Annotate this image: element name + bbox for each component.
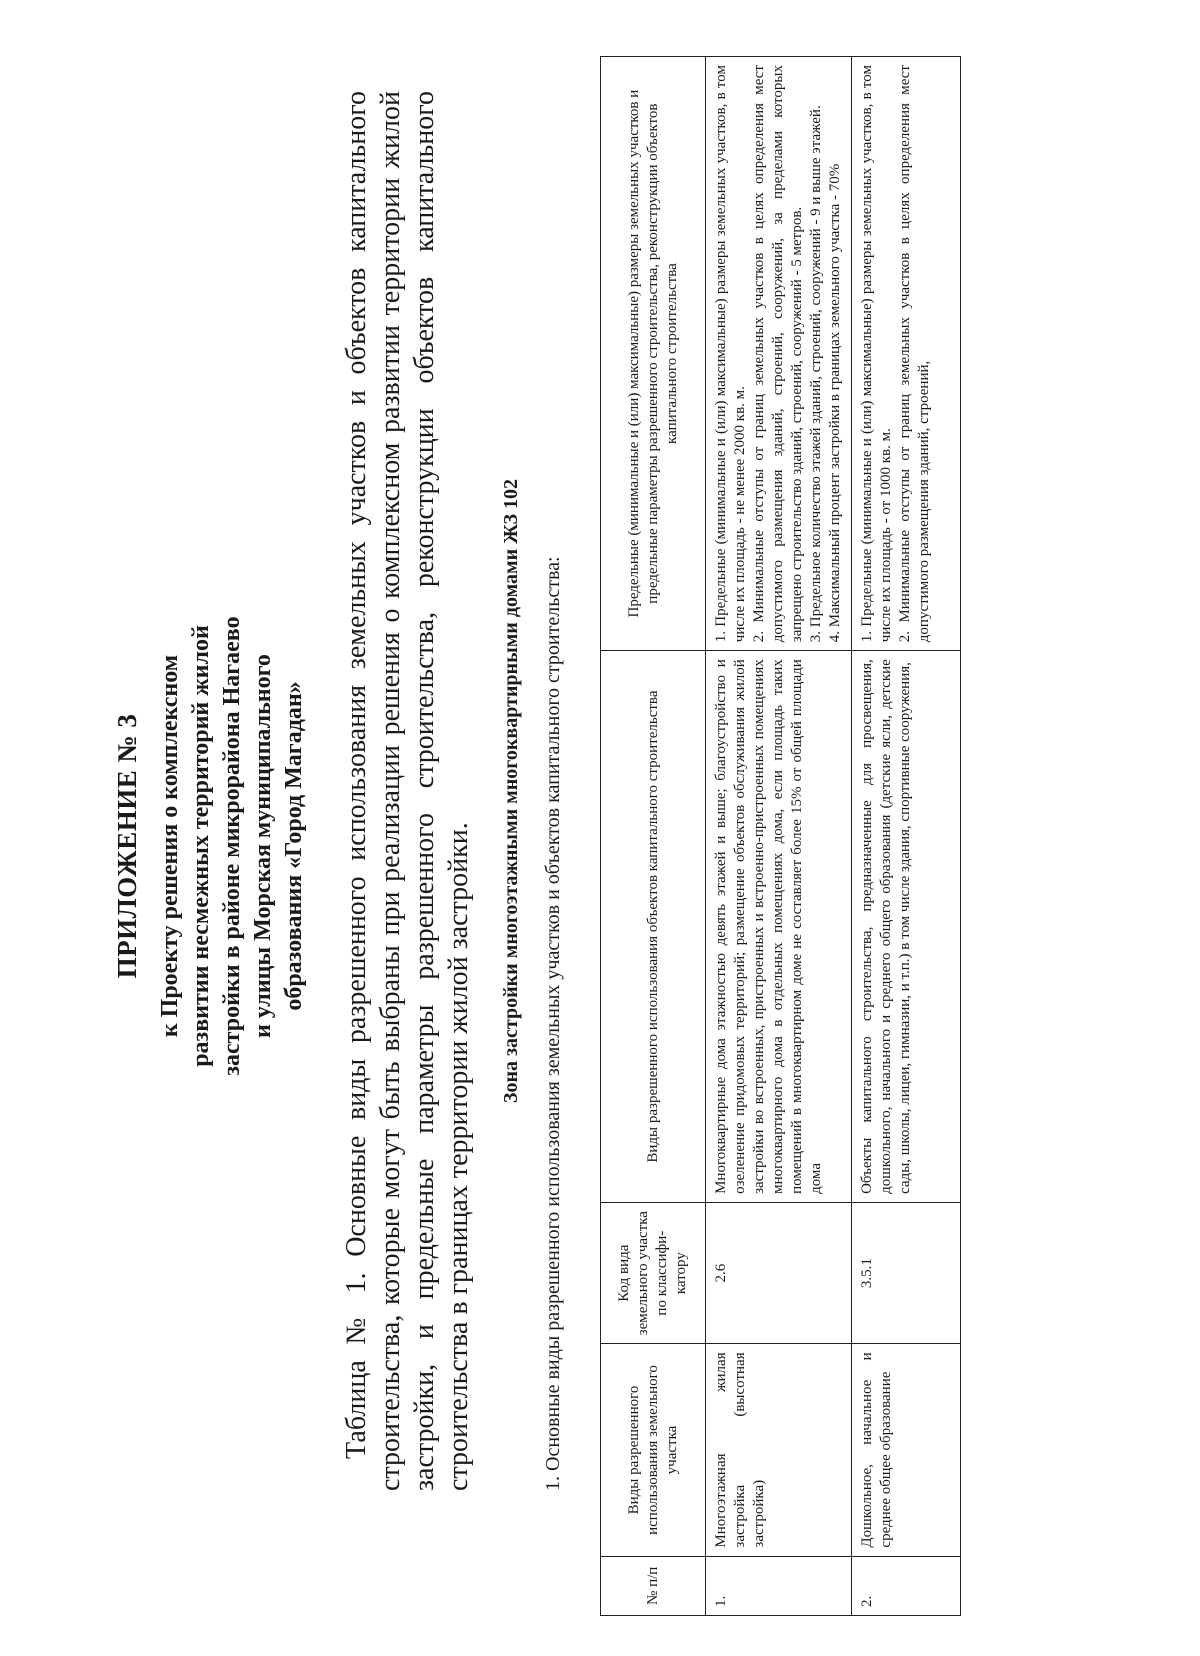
- table-row: [706, 57, 852, 1616]
- header-objects: Виды разрешенного использования объектов капитального строительства: [601, 651, 706, 1203]
- appendix-subtitle-line: развитии несмежных территорий жилой: [188, 625, 214, 1067]
- cell-objects: Многоквартирные дома этажностью девять этажей и выше; благоустройство и озеленение придомовых территорий; размещение объектов обслуживания жилой застройки во встроенных, пристроенных и встроенно-пристроенных помещениях многоквартирного дома в отдельных помещениях дома, если площадь таких помещений в многоквартирном доме не составляет более 15% от общей площади дома: [706, 651, 852, 1203]
- appendix-subtitle-line: застройки в районе микрорайона Нагаево: [219, 616, 245, 1076]
- cell-params: [852, 57, 961, 651]
- header-params: Предельные (минимальные и (или) максимальные) размеры земельных участков и предельные параметры разрешенного строительства, реконструкции объектов капитального строительства: [601, 57, 706, 651]
- param-item: 1. Предельные (минимальные и (или) максимальные) размеры земельных участков, в том числе их площадь - не менее 2000 кв. м.: [713, 65, 748, 643]
- header-num: № п/п: [601, 1556, 706, 1615]
- header-code: Код вида земельного участка по классифи-катору: [601, 1202, 706, 1343]
- table-caption: Таблица № 1. Основные виды разрешенного использования земельных участков и объектов капитального строительства, которые могут быть выбраны при реализации решения о комплексном развитии территории жилой застройки, и предельные параметры разрешенного строительства, реконструкции объектов капитального строительства в границах территории жилой застройки.: [341, 91, 474, 1491]
- param-item: 2. Минимальные отступы от границ земельных участков в целях определения мест допустимого размещения зданий, строений, сооружений, за пределами которых запрещено строительство зданий, строений, сооружений - 5 метров.: [751, 65, 805, 643]
- section-title: 1. Основные виды разрешенного использования земельных участков и объектов капитального строительства:: [542, 556, 564, 1491]
- cell-params: [706, 57, 852, 651]
- param-item: 3. Предельное количество этажей зданий, строений, сооружений - 9 и выше этажей.: [808, 105, 824, 643]
- table-header-row: [601, 57, 706, 1616]
- land-use-table: [600, 56, 961, 1616]
- param-item: 4. Максимальный процент застройки в границах земельного участка - 70%: [827, 163, 843, 643]
- param-item: 1. Предельные (минимальные и (или) максимальные) размеры земельных участков, в том числе их площадь - от 1000 кв. м.: [859, 65, 894, 643]
- table-row: [852, 57, 961, 1616]
- cell-land-use: Многоэтажная жилая застройка (высотная застройка): [706, 1344, 852, 1556]
- appendix-subtitle-line: образования «Город Магадан»: [281, 681, 307, 1011]
- cell-code: 2.6: [706, 1202, 852, 1343]
- cell-num: 2.: [852, 1556, 961, 1615]
- cell-objects: Объекты капитального строительства, предназначенные для просвещения, дошкольного, начального и среднего общего образования (детские ясли, детские сады, школы, лицеи, гимназии, и т.п.) в том числе здания, спортивные сооружения,: [852, 651, 961, 1203]
- cell-land-use: Дошкольное, начальное и среднее общее образование: [852, 1344, 961, 1556]
- zone-title: Зона застройки многоэтажными многоквартирными домами ЖЗ 102: [500, 478, 522, 1104]
- param-item: 2. Минимальные отступы от границ земельных участков в целях определения мест допустимого размещения зданий, строений,: [897, 65, 932, 643]
- header-land-use: Виды разрешенного использования земельного участка: [601, 1344, 706, 1556]
- appendix-subtitle-line: и улицы Морская муниципального: [250, 654, 276, 1038]
- appendix-title: ПРИЛОЖЕНИЕ № 3: [112, 713, 142, 979]
- appendix-subtitle-line: к Проекту решения о комплексном: [157, 654, 183, 1038]
- cell-num: 1.: [706, 1556, 852, 1615]
- appendix-heading: [112, 246, 310, 1446]
- cell-code: 3.5.1: [852, 1202, 961, 1343]
